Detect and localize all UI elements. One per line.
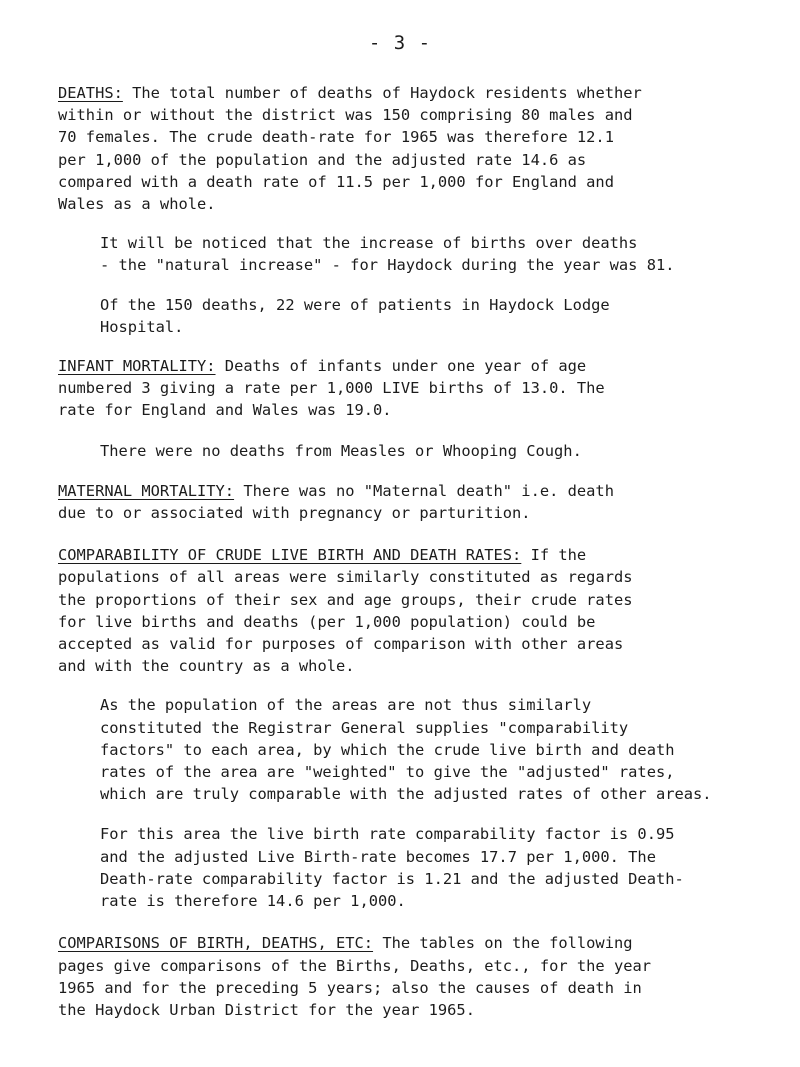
document-body — [58, 82, 748, 1039]
comparability-heading: COMPARABILITY OF CRUDE LIVE BIRTH AND DEATH RATES: — [58, 546, 522, 565]
maternal-mortality-paragraph — [58, 480, 748, 524]
haydock-lodge-paragraph: Of the 150 deaths, 22 were of patients in Haydock Lodge Hospital. — [100, 295, 610, 336]
comparisons-heading: COMPARISONS OF BIRTH, DEATHS, ETC: — [58, 934, 374, 953]
page-number: - 3 - — [368, 32, 432, 54]
maternal-mortality-text: There was no "Maternal death" i.e. death due to or associated with pregnancy or parturition. — [58, 481, 614, 523]
infant-mortality-text: Deaths of infants under one year of age numbered 3 giving a rate per 1,000 LIVE births of 13.0. The rate for England and Wales was 19.0. — [58, 357, 605, 420]
maternal-mortality-heading: MATERNAL MORTALITY: — [58, 481, 235, 500]
factor-note-paragraph: For this area the live birth rate comparability factor is 0.95 and the adjusted Live Birth-rate becomes 17.7 per 1,000. The Death-rate comparability factor is 1.21 and the adjusted Death- rate is therefore 14.6 per 1,000. — [100, 825, 684, 911]
infant-mortality-heading: INFANT MORTALITY: — [58, 357, 216, 376]
measles-paragraph: There were no deaths from Measles or Whooping Cough. — [100, 441, 582, 460]
deaths-heading: DEATHS: — [58, 84, 123, 102]
natural-increase-paragraph: It will be noticed that the increase of births over deaths - the "natural increase" - for Haydock during the year was 81. — [100, 234, 675, 275]
deaths-text: The total number of deaths of Haydock residents whether within or without the district was 150 comprising 80 males and 70 females. The crude death-rate for 1965 was therefore 12.1 per 1,000 of the population and the adjusted rate 14.6 as compared with a death rate of 11.5 per 1,000 for England and Wales as a whole. — [58, 84, 642, 214]
comparability-text: If the populations of all areas were similarly constituted as regards the proportions of their sex and age groups, their crude rates for live births and deaths (per 1,000 population) could be accepted as valid for purposes of comparison with other areas and with the country as a whole. — [58, 546, 633, 676]
comparisons-text: The tables on the following pages give comparisons of the Births, Deaths, etc., for the year 1965 and for the preceding 5 years; also the causes of death in the Haydock Urban District for the year 1965. — [58, 934, 652, 1019]
comparisons-paragraph — [58, 932, 748, 1021]
comparability-paragraph — [58, 544, 748, 677]
deaths-paragraph — [58, 82, 748, 215]
population-note-paragraph: As the population of the areas are not thus similarly constituted the Registrar General supplies "comparability factors" to each area, by which the crude live birth and death rates of the area are "weighted" to give the "adjusted" rates, which are truly comparable with the adjusted rates of other areas. — [100, 696, 712, 804]
infant-mortality-paragraph — [58, 355, 748, 422]
